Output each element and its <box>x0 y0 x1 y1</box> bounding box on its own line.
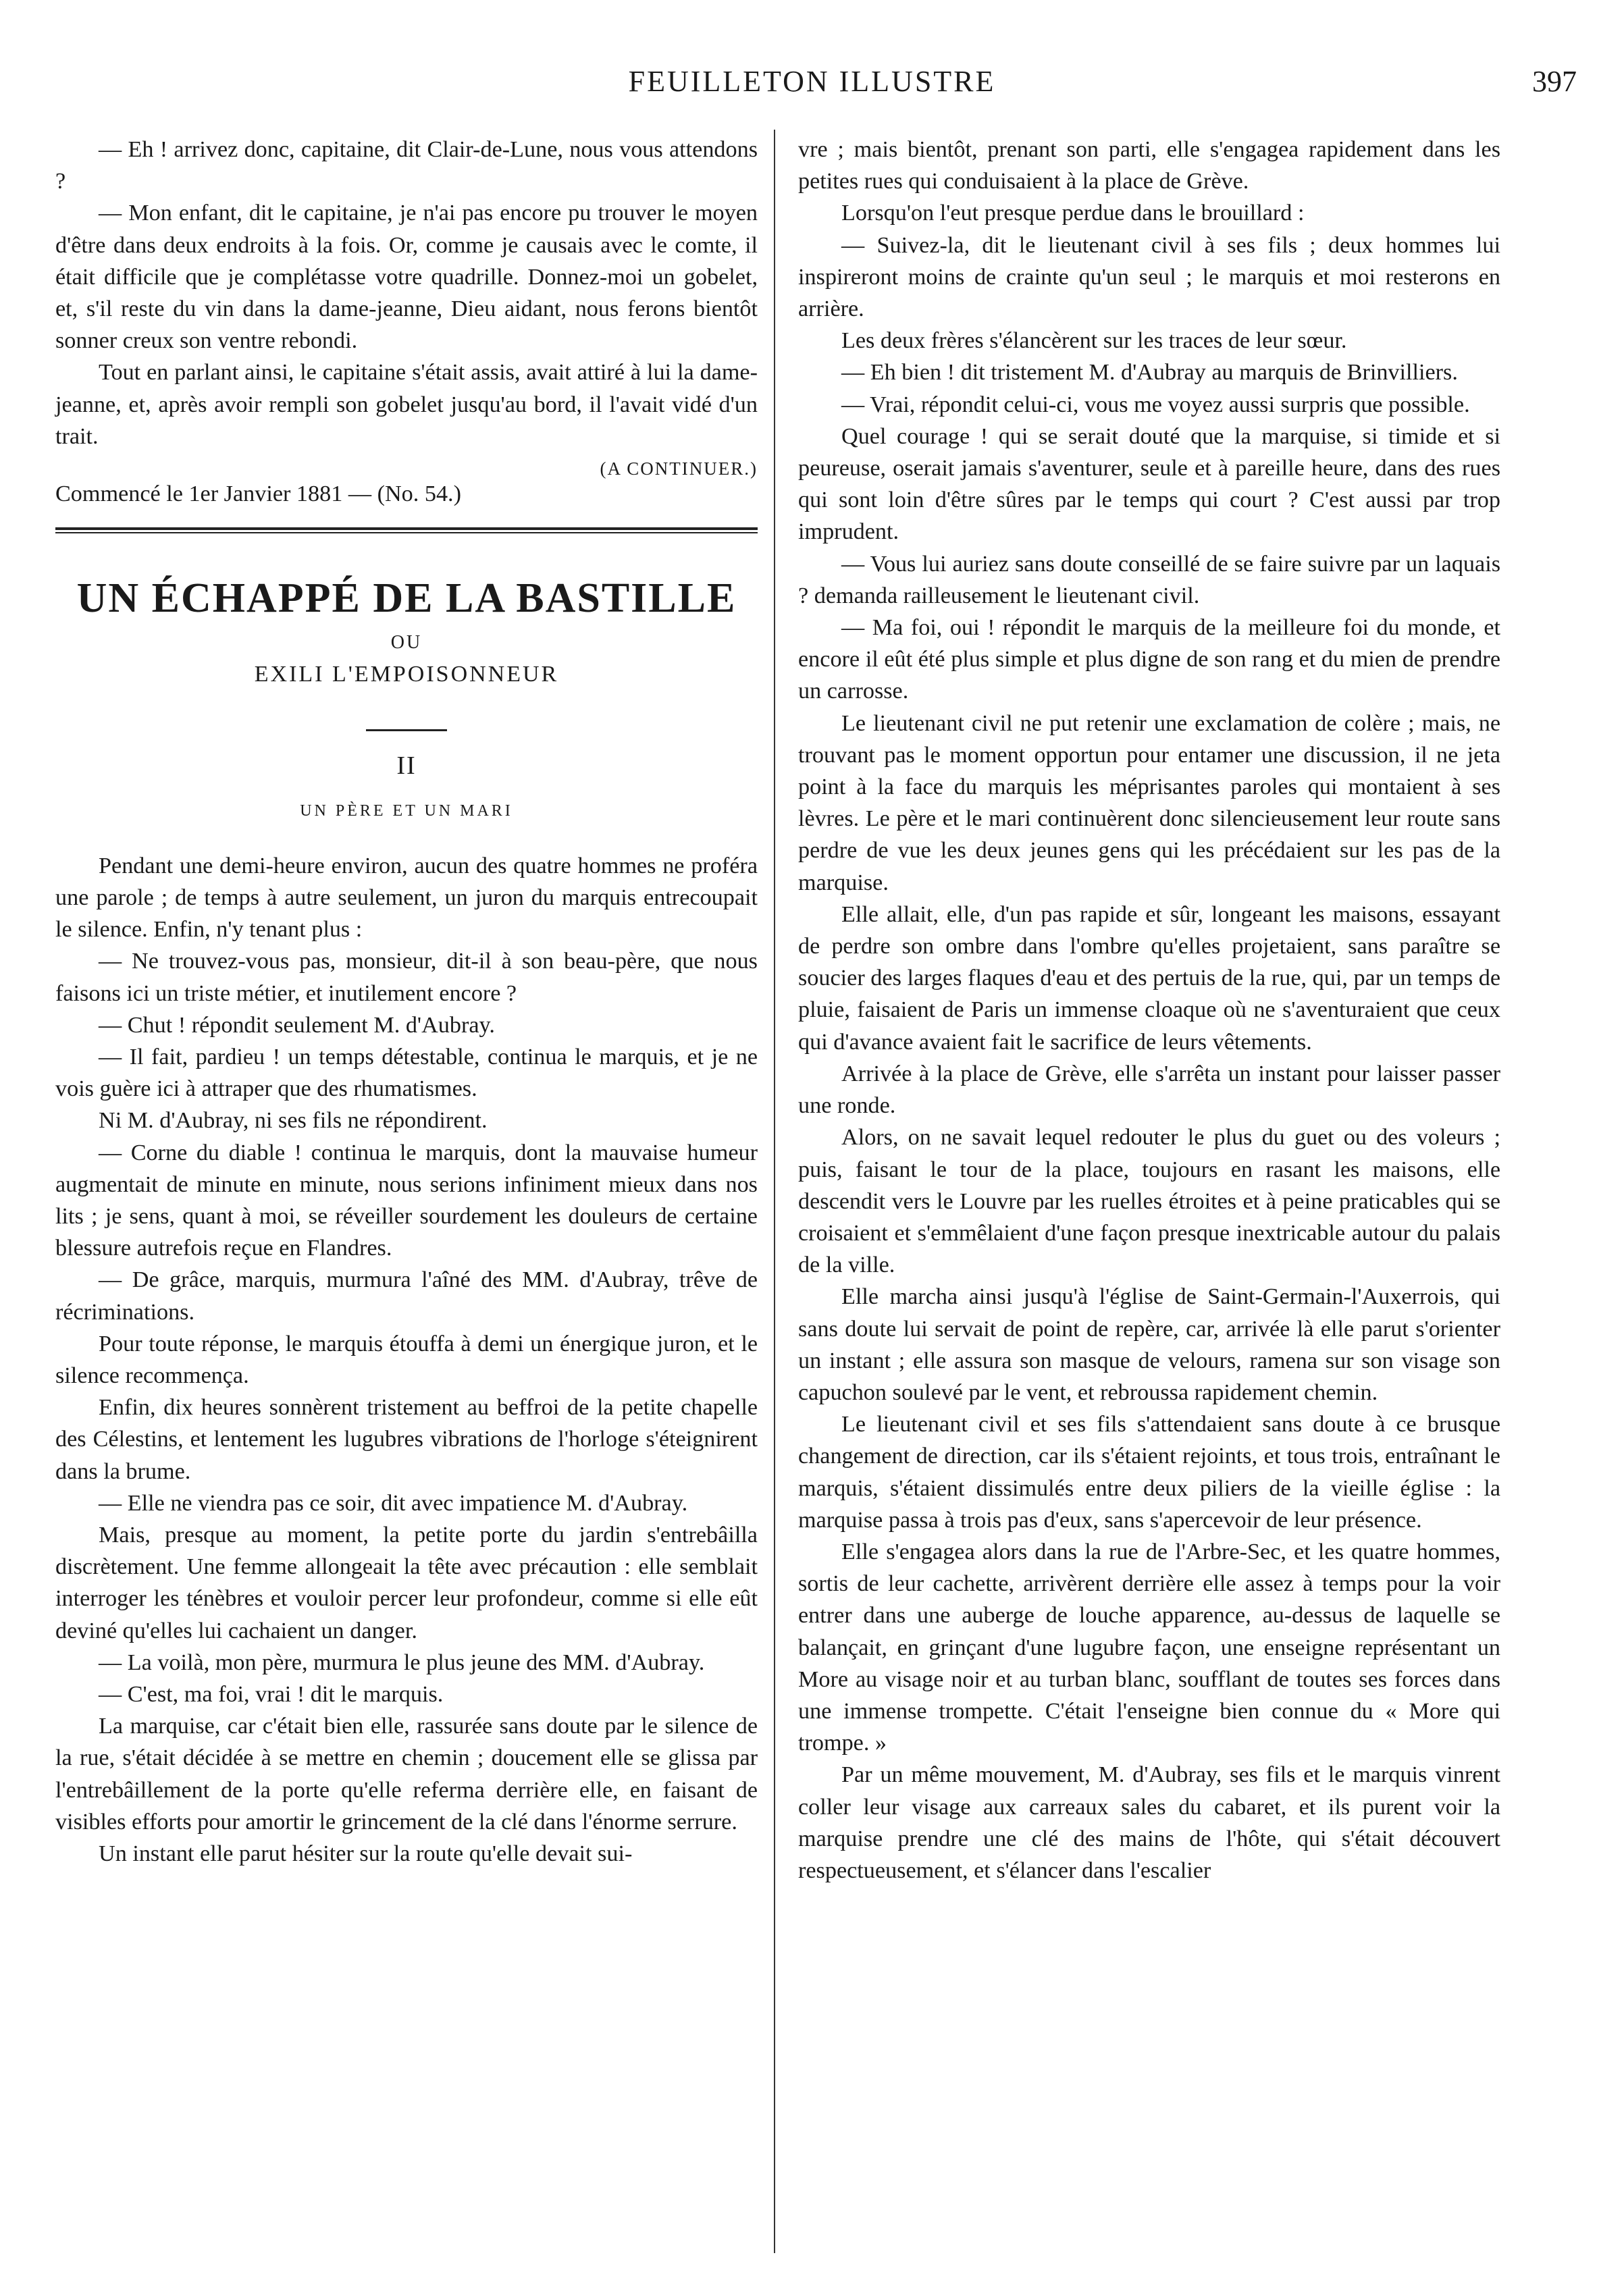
paragraph: — De grâce, marquis, murmura l'aîné des MM. d'Aubray, trêve de récriminations. <box>55 1267 758 1325</box>
section-divider-thick <box>55 527 758 530</box>
header-title: FEUILLETON ILLUSTRE <box>628 65 996 98</box>
story-subtitle: EXILI L'EMPOISONNEUR <box>254 661 559 687</box>
paragraph: Elle marcha ainsi jusqu'à l'église de Saint-Germain-l'Auxerrois, qui sans doute lui servait de point de repère, car, arrivée là elle parut s'orienter un instant ; elle assura son masque de velours, ramena sur son visage son capuchon soulevé par le vent, et rebroussa rapidement chemin. <box>798 1284 1500 1405</box>
running-header <box>47 64 1577 118</box>
serial-start-note: Commencé le 1er Janvier 1881 — (No. 54.) <box>55 481 461 507</box>
paragraph-continued: vre ; mais bientôt, prenant son parti, elle s'engagea rapidement dans les petites rues qui conduisaient à la place de Grève. <box>798 137 1500 194</box>
paragraph: — Corne du diable ! continua le marquis, dont la mauvaise humeur augmentait de minute en minute, nous serions infiniment mieux dans nos lits ; je sens, quant à moi, se réveiller sourdement les douleurs de certaine blessure autrefois reçue en Flandres. <box>55 1140 758 1261</box>
paragraph: — Eh bien ! dit tristement M. d'Aubray au marquis de Brinvilliers. <box>841 360 1458 386</box>
paragraph: Enfin, dix heures sonnèrent tristement au beffroi de la petite chapelle des Célestins, et lentement les lugubres vibrations de l'horloge s'éteignirent dans la brume. <box>55 1395 758 1484</box>
paragraph: Ni M. d'Aubray, ni ses fils ne répondirent. <box>99 1108 488 1134</box>
paragraph: Par un même mouvement, M. d'Aubray, ses fils et le marquis vinrent coller leur visage aux carreaux sales du cabaret, et ils purent voir la marquise prendre une clé des mains de l'hôte, qui s'était découvert respectueusement, et s'élancer dans l'escalier <box>798 1762 1500 1883</box>
chapter-title: UN PÈRE ET UN MARI <box>300 801 513 820</box>
paragraph: Les deux frères s'élancèrent sur les traces de leur sœur. <box>841 328 1347 354</box>
paragraph: Le lieutenant civil ne put retenir une exclamation de colère ; mais, ne trouvant pas le moment opportun pour entamer une discussion, il ne jeta point à la face du marquis les méprisantes paroles qui montaient à ses lèvres. Le père et le mari continuèrent donc silencieusement leur route sans perdre de vue les deux jeunes gens qui les précédaient sur les pas de la marquise. <box>798 710 1500 895</box>
paragraph: — Eh ! arrivez donc, capitaine, dit Clair-de-Lune, nous vous attendons ? <box>55 137 758 194</box>
paragraph: — Ma foi, oui ! répondit le marquis de la meilleure foi du monde, et encore il eût été plus simple et plus digne de son rang et du mien de prendre un carrosse. <box>798 615 1500 704</box>
paragraph: — Ne trouvez-vous pas, monsieur, dit-il à son beau-père, que nous faisons ici un triste métier, et inutilement encore ? <box>55 949 758 1006</box>
story-title: UN ÉCHAPPÉ DE LA BASTILLE <box>76 575 737 621</box>
paragraph: — C'est, ma foi, vrai ! dit le marquis. <box>99 1682 444 1708</box>
paragraph: — Mon enfant, dit le capitaine, je n'ai pas encore pu trouver le moyen d'être dans deux endroits à la fois. Or, comme je causais avec le comte, il était difficile que je complétasse votre quadrille. Donnez-moi un gobelet, et, s'il reste du vin dans la dame-jeanne, Dieu aidant, nous ferons bientôt sonner creux son ventre rebondi. <box>55 201 758 354</box>
paragraph: — Chut ! répondit seulement M. d'Aubray. <box>99 1012 495 1038</box>
column-divider <box>774 130 775 2253</box>
paragraph: Mais, presque au moment, la petite porte du jardin s'entrebâilla discrètement. Une femme allongeait la tête avec précaution : elle semblait interroger les ténèbres et vouloir percer leur profondeur, comme si elle eût deviné qu'elles lui cachaient un danger. <box>55 1523 758 1643</box>
page-number: 397 <box>1532 65 1577 98</box>
paragraph: Alors, on ne savait lequel redouter le plus du guet ou des voleurs ; puis, faisant le tour de la place, toujours en rasant les maisons, elle descendit vers le Louvre par les ruelles étroites et à peine praticables qui se croisaient et s'emmêlaient d'une façon presque inextricable autour du palais de la ville. <box>798 1125 1500 1278</box>
right-column <box>798 134 1500 1886</box>
paragraph: Arrivée à la place de Grève, elle s'arrêta un instant pour laisser passer une ronde. <box>798 1061 1500 1119</box>
paragraph: Lorsqu'on l'eut presque perdue dans le brouillard : <box>841 201 1305 226</box>
story-title-conjunction: OU <box>390 631 423 653</box>
left-column <box>55 134 758 1870</box>
paragraph: — Elle ne viendra pas ce soir, dit avec impatience M. d'Aubray. <box>99 1490 688 1516</box>
chapter-number: II <box>396 751 417 780</box>
paragraph: — Il fait, pardieu ! un temps détestable, continua le marquis, et je ne vois guère ici à attraper que des rhumatismes. <box>55 1044 758 1102</box>
paragraph: Quel courage ! qui se serait douté que la marquise, si timide et si peureuse, oserait jamais s'aventurer, seule et à pareille heure, dans des rues qui sont loin d'être sûres par le temps qui court ? C'est aussi par trop imprudent. <box>798 423 1500 545</box>
previous-story-end <box>55 134 758 510</box>
paragraph: — Suivez-la, dit le lieutenant civil à ses fils ; deux hommes lui inspireront moins de crainte qu'un seul ; le marquis et moi resterons en arrière. <box>798 232 1500 322</box>
paragraph: Le lieutenant civil et ses fils s'attendaient sans doute à ce brusque changement de direction, car ils s'étaient rejoints, et tous trois, entraînant le marquis, s'étaient dissimulés entre deux piliers de la vieille église : la marquise passa à trois pas d'eux, sans s'apercevoir de leur présence. <box>798 1412 1500 1533</box>
paragraph: Pour toute réponse, le marquis étouffa à demi un énergique juron, et le silence recommença. <box>55 1331 758 1388</box>
continuation-note: (A CONTINUER.) <box>600 458 758 479</box>
chapter-body <box>55 850 758 1870</box>
paragraph: La marquise, car c'était bien elle, rassurée sans doute par le silence de la rue, s'était décidée à se mettre en chemin ; doucement elle se glissa par l'entrebâillement de la porte qu'elle referma derrière elle, en faisant de visibles efforts pour amortir le grincement de la clé dans l'énorme serrure. <box>55 1714 758 1835</box>
paragraph: Pendant une demi-heure environ, aucun des quatre hommes ne proféra une parole ; de temps à autre seulement, un juron du marquis entrecoupait le silence. Enfin, n'y tenant plus : <box>55 853 758 943</box>
section-divider-thin <box>55 532 758 533</box>
paragraph: — La voilà, mon père, murmura le plus jeune des MM. d'Aubray. <box>99 1649 705 1675</box>
paragraph: Elle s'engagea alors dans la rue de l'Arbre-Sec, et les quatre hommes, sortis de leur cachette, arrivèrent derrière elle assez à temps pour la voir entrer dans une auberge de louche apparence, au-dessus de laquelle se balançait, en grinçant d'une lugubre façon, une enseigne représentant un More au visage noir et au turban blanc, soufflant de toutes ses forces dans une immense trompette. C'était l'enseigne bien connue du « More qui trompe. » <box>798 1539 1500 1756</box>
title-rule <box>366 729 447 731</box>
paragraph: — Vous lui auriez sans doute conseillé de se faire suivre par un laquais ? demanda railleusement le lieutenant civil. <box>798 551 1500 608</box>
paragraph: Elle allait, elle, d'un pas rapide et sûr, longeant les maisons, essayant de perdre son ombre dans l'ombre qu'elles projetaient, sans paraître se soucier des larges flaques d'eau et des pertuis de la rue, qui, par un temps de pluie, faisaient de Paris un immense cloaque où ne s'aventuraient que ceux qui d'avance avaient fait le sacrifice de leurs vêtements. <box>798 901 1500 1055</box>
paragraph: Un instant elle parut hésiter sur la route qu'elle devait sui- <box>99 1841 633 1867</box>
paragraph: Tout en parlant ainsi, le capitaine s'était assis, avait attiré à lui la dame-jeanne, et, après avoir rempli son gobelet jusqu'au bord, il l'avait vidé d'un trait. <box>55 360 758 449</box>
paragraph: — Vrai, répondit celui-ci, vous me voyez aussi surpris que possible. <box>841 392 1470 417</box>
